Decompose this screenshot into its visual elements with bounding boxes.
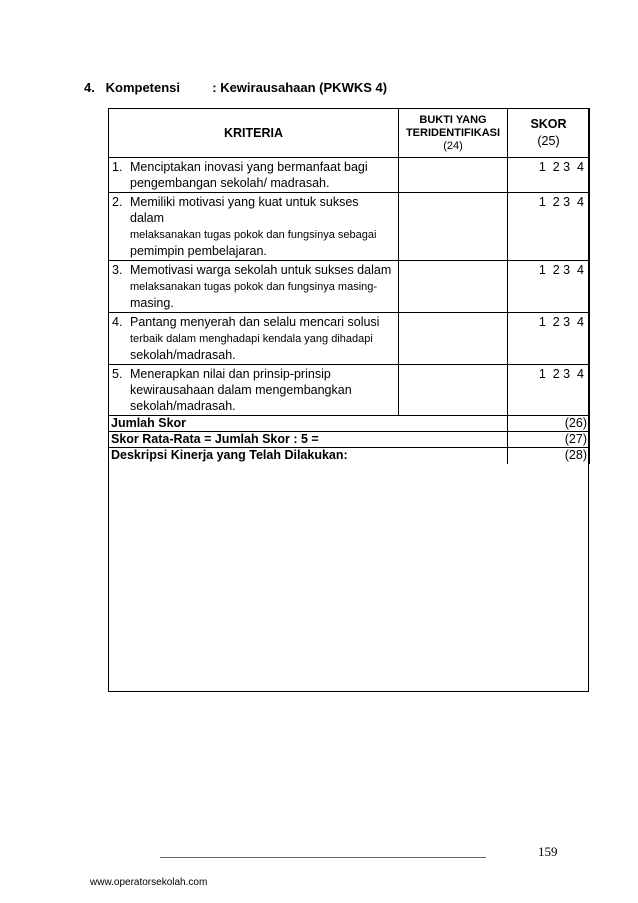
section-heading bbox=[84, 80, 387, 95]
rata-rata-label: Skor Rata-Rata = Jumlah Skor : 5 = bbox=[109, 432, 508, 448]
table-row bbox=[109, 158, 590, 193]
header-bukti-code: (24) bbox=[443, 139, 463, 152]
criteria-line: Menciptakan inovasi yang bermanfaat bagi bbox=[130, 160, 368, 174]
section-label: Kompetensi bbox=[105, 80, 181, 95]
criteria-line: sekolah/madrasah. bbox=[130, 348, 236, 362]
header-skor bbox=[508, 109, 590, 158]
header-bukti-label: BUKTI YANG TERIDENTIFIKASI bbox=[405, 113, 501, 139]
section-value: : Kewirausahaan (PKWKS 4) bbox=[212, 80, 388, 95]
rata-rata-row bbox=[109, 432, 590, 448]
criteria-number: 1. bbox=[112, 160, 123, 174]
criteria-line: Menerapkan nilai dan prinsip-prinsip bbox=[130, 367, 331, 381]
page-number: 159 bbox=[538, 844, 558, 859]
score-options[interactable]: 1 2 3 4 bbox=[508, 313, 590, 365]
criteria-number: 2. bbox=[112, 195, 123, 209]
jumlah-skor-code: (26) bbox=[508, 416, 590, 432]
jumlah-skor-row bbox=[109, 416, 590, 432]
section-number: 4. bbox=[84, 80, 95, 95]
deskripsi-label: Deskripsi Kinerja yang Telah Dilakukan: bbox=[109, 448, 508, 464]
criteria-line: Memiliki motivasi yang kuat untuk sukses dalam bbox=[130, 195, 359, 225]
evidence-cell[interactable] bbox=[399, 193, 508, 261]
evidence-cell[interactable] bbox=[399, 313, 508, 365]
table-row bbox=[109, 313, 590, 365]
deskripsi-code: (28) bbox=[508, 448, 590, 464]
score-options[interactable]: 1 2 3 4 bbox=[508, 261, 590, 313]
criteria-line: kewirausahaan dalam mengembangkan bbox=[130, 383, 352, 397]
table-row bbox=[109, 365, 590, 416]
criteria-line: pemimpin pembelajaran. bbox=[130, 244, 267, 258]
criteria-cell bbox=[109, 158, 399, 193]
criteria-line: masing. bbox=[130, 296, 174, 310]
header-skor-label: SKOR bbox=[530, 117, 567, 131]
criteria-cell bbox=[109, 313, 399, 365]
criteria-cell bbox=[109, 261, 399, 313]
criteria-line: sekolah/madrasah. bbox=[130, 399, 236, 413]
table-row bbox=[109, 261, 590, 313]
criteria-line: melaksanakan tugas pokok dan fungsinya sebagai bbox=[130, 229, 377, 241]
evidence-cell[interactable] bbox=[399, 158, 508, 193]
criteria-number: 3. bbox=[112, 263, 123, 277]
jumlah-skor-label: Jumlah Skor bbox=[109, 416, 508, 432]
rata-rata-code: (27) bbox=[508, 432, 590, 448]
criteria-number: 4. bbox=[112, 315, 123, 329]
header-row bbox=[109, 109, 590, 158]
competency-table bbox=[108, 108, 590, 464]
score-options[interactable]: 1 2 3 4 bbox=[508, 158, 590, 193]
evidence-cell[interactable] bbox=[399, 261, 508, 313]
table-row bbox=[109, 193, 590, 261]
header-bukti bbox=[399, 109, 508, 158]
criteria-line: melaksanakan tugas pokok dan fungsinya masing- bbox=[130, 281, 378, 293]
criteria-cell bbox=[109, 193, 399, 261]
criteria-cell bbox=[109, 365, 399, 416]
criteria-number: 5. bbox=[112, 367, 123, 381]
deskripsi-row bbox=[109, 448, 590, 464]
criteria-line: Memotivasi warga sekolah untuk sukses dalam bbox=[130, 263, 392, 277]
header-kriteria: KRITERIA bbox=[109, 109, 399, 158]
criteria-line: Pantang menyerah dan selalu mencari solusi bbox=[130, 315, 380, 329]
score-options[interactable]: 1 2 3 4 bbox=[508, 193, 590, 261]
criteria-line: terbaik dalam menghadapi kendala yang dihadapi bbox=[130, 333, 373, 345]
evidence-cell[interactable] bbox=[399, 365, 508, 416]
criteria-line: pengembangan sekolah/ madrasah. bbox=[130, 176, 330, 190]
header-skor-code: (25) bbox=[537, 134, 560, 148]
score-options[interactable]: 1 2 3 4 bbox=[508, 365, 590, 416]
footer-website: www.operatorsekolah.com bbox=[90, 877, 208, 888]
footer-divider bbox=[160, 857, 486, 858]
